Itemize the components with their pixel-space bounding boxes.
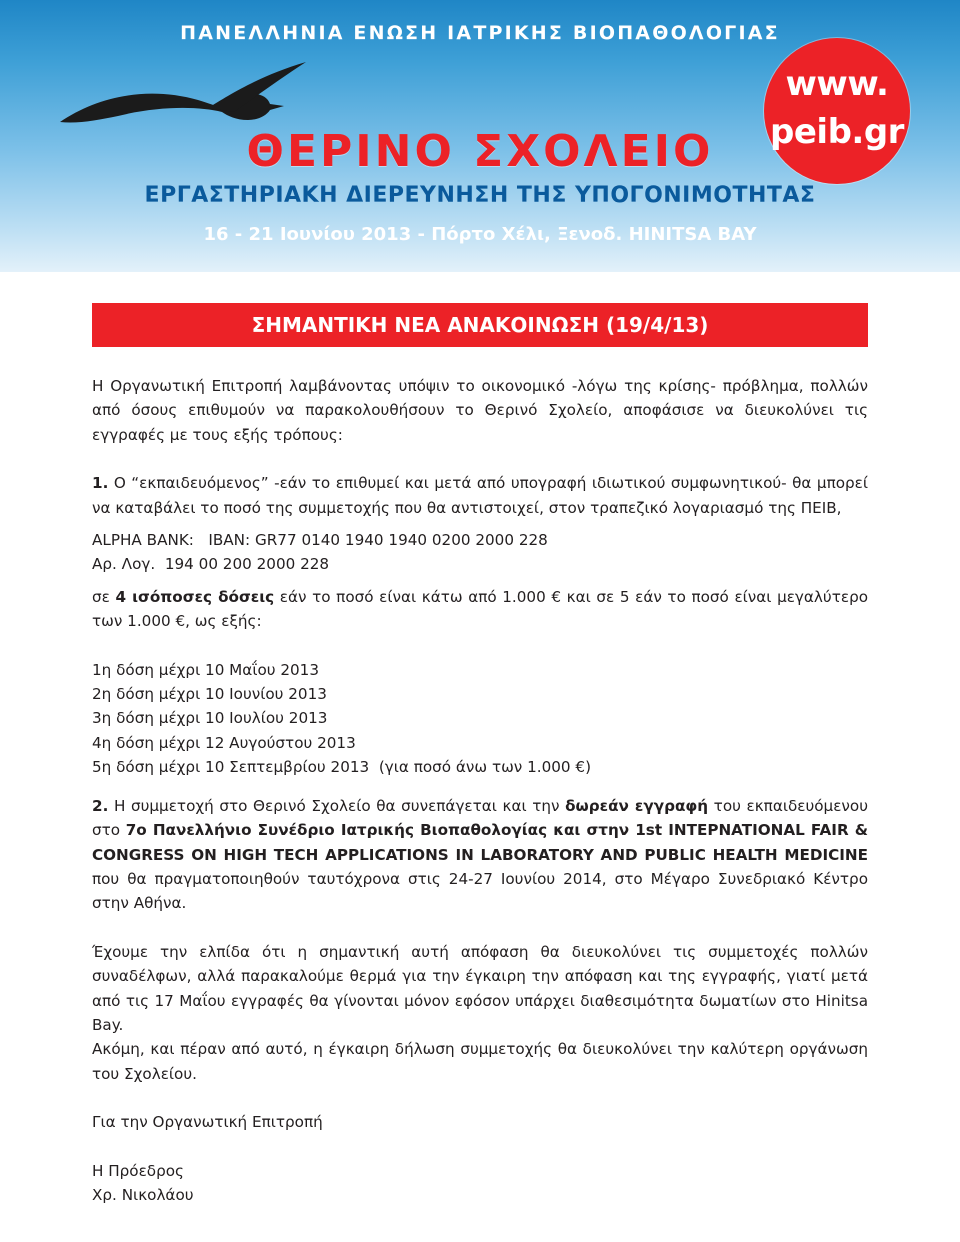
schedule-item: 2η δόση μέχρι 10 Ιουνίου 2013 bbox=[92, 685, 327, 704]
bank-line: ALPHA BANK: IBAN: GR77 0140 1940 1940 0200 2000 228 bbox=[92, 531, 548, 550]
date-location: 16 - 21 Ιουνίου 2013 - Πόρτο Χέλι, Ξενοδ. HINITSA BAY bbox=[203, 224, 757, 245]
item-1-number: 1. bbox=[92, 474, 109, 493]
item-2-text-3: που θα πραγματοποιηθούν ταυτόχρονα στις 24-27 Ιουνίου 2014, στο Μέγαρο Συνεδριακό Κέντρο στην Αθήνα. bbox=[92, 869, 868, 913]
announcement-body bbox=[92, 374, 868, 1207]
item-1-paragraph bbox=[92, 471, 868, 520]
installments-prefix: σε bbox=[92, 587, 116, 606]
course-subtitle: ΕΡΓΑΣΤΗΡΙΑΚΗ ΔΙΕΡΕΥΝΗΣΗ ΤΗΣ ΥΠΟΓΟΝΙΜΟΤΗΤΑΣ bbox=[144, 183, 816, 208]
signoff: Για την Οργανωτική Επιτροπή bbox=[92, 1113, 323, 1132]
signatory-role: Η Πρόεδρος bbox=[92, 1161, 184, 1180]
closing-paragraph: Έχουμε την ελπίδα ότι η σημαντική αυτή απόφαση θα διευκολύνει τις συμμετοχές πολλών συναδέλφων, αλλά παρακαλούμε θερμά για την έγκαιρη την απόφαση και της εγγραφής, γιατί μετά από τις 17 Μαΐου εγγραφές θα γίνονται μόνον εφόσον υπάρχει διαθεσιμότητα δωματίων στο Hinitsa Bay. bbox=[92, 942, 868, 1034]
free-registration: δωρεάν εγγραφή bbox=[565, 796, 709, 815]
item-2-text-1: Η συμμετοχή στο Θερινό Σχολείο θα συνεπάγεται και την bbox=[108, 796, 566, 815]
schedule-item: 1η δόση μέχρι 10 Μαΐου 2013 bbox=[92, 660, 319, 679]
installments-count: 4 ισόποσες δόσεις bbox=[115, 587, 275, 606]
announcement-title: ΣΗΜΑΝΤΙΚΗ ΝΕΑ ΑΝΑΚΟΙΝΩΣΗ (19/4/13) bbox=[92, 303, 868, 347]
intro-paragraph: Η Οργανωτική Επιτροπή λαμβάνοντας υπόψιν το οικονομικό -λόγω της κρίσης- πρόβλημα, πολλών από όσους επιθυμούν να παρακολουθήσουν το Θερινό Σχολείο, αποφάσισε να διευκολύνει τις εγγραφές με τους εξής τρόπους: bbox=[92, 377, 868, 444]
signatory-name: Χρ. Νικολάου bbox=[92, 1185, 194, 1204]
item-2-text-2: του εκπαιδευόμενου στο bbox=[92, 796, 868, 840]
installments-suffix: εάν το ποσό είναι κάτω από 1.000 € και σε 5 εάν το ποσό είναι μεγαλύτερο των 1.000 €, ως εξής: bbox=[92, 587, 868, 631]
installment-schedule bbox=[92, 658, 868, 780]
organization-title: ΠΑΝΕΛΛΗΝΙΑ ΕΝΩΣΗ ΙΑΤΡΙΚΗΣ ΒΙΟΠΑΘΟΛΟΓΙΑΣ bbox=[180, 22, 780, 44]
summer-school-title: ΘΕΡΙΝΟ ΣΧΟΛΕΙΟ bbox=[246, 126, 714, 177]
website-line-1: www. bbox=[785, 64, 889, 104]
schedule-item: 3η δόση μέχρι 10 Ιουλίου 2013 bbox=[92, 709, 328, 728]
website-line-2: peib.gr bbox=[770, 112, 904, 152]
item-2-paragraph bbox=[92, 794, 868, 916]
closing-paragraph-2: Ακόμη, και πέραν από αυτό, η έγκαιρη δήλωση συμμετοχής θα διευκολύνει την καλύτερη οργάνωση του Σχολείου. bbox=[92, 1040, 868, 1083]
account-line: Αρ. Λογ. 194 00 200 2000 228 bbox=[92, 555, 330, 574]
installments-paragraph bbox=[92, 585, 868, 634]
item-1-text: Ο “εκπαιδευόμενος” -εάν το επιθυμεί και μετά από υπογραφή ιδιωτικού συμφωνητικού- θα μπορεί να καταβάλει το ποσό της συμμετοχής που θα αντιστοιχεί, στον τραπεζικό λογαριασμό της ΠΕΙΒ, bbox=[92, 474, 869, 517]
item-2-number: 2. bbox=[92, 796, 109, 815]
congress-name: 7ο Πανελλήνιο Συνέδριο Ιατρικής Βιοπαθολογίας και στην 1st INTEPNATIONAL FAIR & CONGRESS ON HIGH TECH APPLICATIONS IN LABORATORY AND PUBLIC HEALTH MEDICINE bbox=[92, 821, 868, 864]
schedule-item: 4η δόση μέχρι 12 Αυγούστου 2013 bbox=[92, 733, 356, 752]
schedule-item: 5η δόση μέχρι 10 Σεπτεμβρίου 2013 (για ποσό άνω των 1.000 €) bbox=[92, 758, 592, 777]
header-banner bbox=[0, 0, 960, 272]
